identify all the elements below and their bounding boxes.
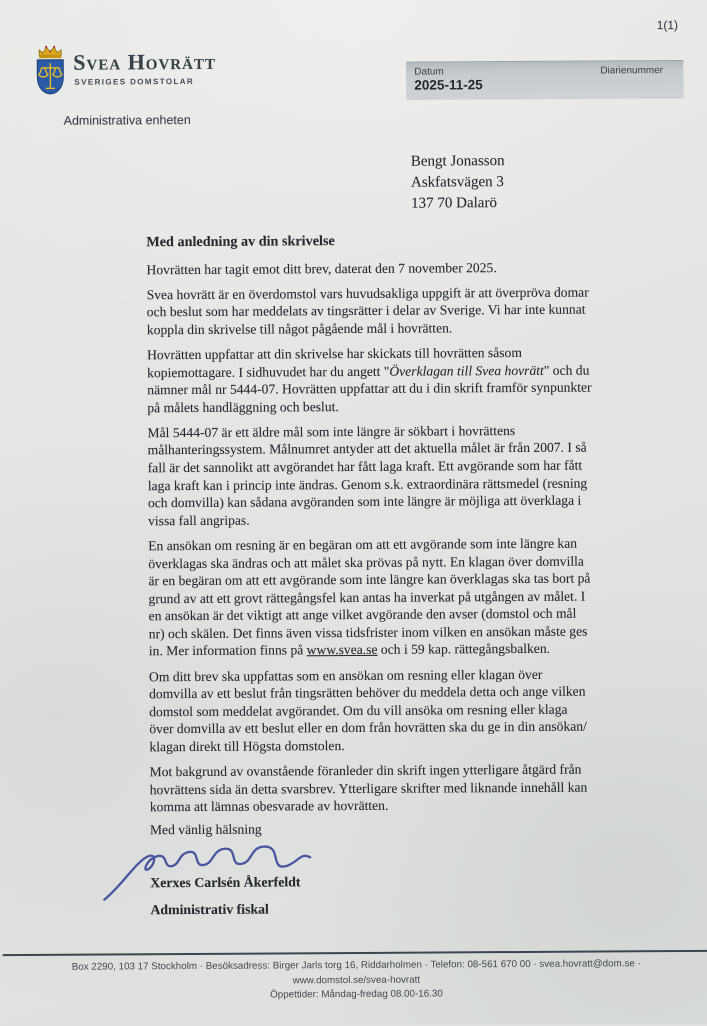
closing-phrase: Med vänlig hälsning <box>150 822 262 839</box>
department-name: Administrativa enheten <box>64 113 191 128</box>
diary-number-label: Diarienummer <box>600 65 663 76</box>
date-label: Datum <box>414 66 444 77</box>
footer-divider <box>3 950 707 956</box>
letter-paragraph: Mot bakgrund av ovanstående föranleder din skrift ingen ytterligare åtgärd från hovrättens sida än detta svarsbrev. Ytterligare skrifter med liknande innehåll kan komma att lämnas obesvarade av hovrätten. <box>150 761 595 816</box>
court-name: Svea Hovrätt <box>73 49 216 76</box>
handwritten-signature <box>102 836 314 901</box>
recipient-address-block <box>411 151 505 215</box>
footer-website-line: www.domstol.se/svea-hovratt <box>3 971 707 990</box>
footer-contact-block <box>3 957 707 1005</box>
letter-paragraph: En ansökan om resning är en begäran om att ett avgörande som inte längre kan överklagas ska ändras och att målet ska prövas på nytt. En klagan över domvilla är en begäran om att ett avgörande som inte längre kan överklagas ska tas bort på grund av att ett grovt rättegångsfel kan antas ha inverkat på utgången av målet. I en ansökan är det viktigt att ange vilket avgörande den avser (domstol och mål nr) och skälen. Det finns även vissa tidsfrister inom vilken en ansökan måste ges in. Mer information finns på www.svea.se och i 59 kap. rättegångsbalken. <box>148 534 594 660</box>
letter-paragraph: Svea hovrätt är en överdomstol vars huvudsakliga uppgift är att överpröva domar och beslut som har meddelats av tingsrätter i delar av Sverige. Vi har inte kunnat koppla din skrivelse till något pågående mål i hovrätten. <box>147 283 592 338</box>
court-coat-of-arms-icon <box>35 44 65 96</box>
letter-subject: Med anledning av din skrivelse <box>146 232 591 252</box>
letter-body <box>146 232 595 824</box>
recipient-street: Askfatsvägen 3 <box>411 172 505 194</box>
date-value: 2025-11-25 <box>414 77 482 92</box>
signature-path <box>104 846 310 899</box>
footer-address-line: Box 2290, 103 17 Stockholm · Besöksadress: Birger Jarls torg 16, Riddarholmen · Telefon: 08-561 670 00 · svea.hovratt@dom.se · <box>3 957 707 976</box>
footer-hours-line: Öppettider: Måndag-fredag 08.00-16.30 <box>3 986 707 1005</box>
recipient-name: Bengt Jonasson <box>411 151 505 173</box>
date-diary-box <box>406 60 683 99</box>
letter-paragraph: Om ditt brev ska uppfattas som en ansökan om resning eller klagan över domvilla av ett beslut från tingsrätten behöver du meddela detta och ange vilken domstol som meddelat avgörandet. Om du vill ansöka om resning eller klaga över domvilla av ett beslut eller en dom från hovrätten ska du ge in din ansökan/ klagan direkt till Högsta domstolen. <box>149 665 595 756</box>
signer-title: Administrativ fiskal <box>150 902 269 919</box>
letter-paragraph: Mål 5444-07 är ett äldre mål som inte längre är sökbart i hovrättens målhanteringssystem. Målnumret antyder att det aktuella målet är från 2007. I så fall är det sannolikt att avgörandet har fått laga kraft. Ett avgörande som har fått laga kraft kan i princip inte ändras. Genom s.k. extraordinära rättsmedel (resning och domvilla) kan sådana avgöranden som inte längre är möjliga att överklaga i vissa fall angripas. <box>147 421 593 529</box>
signer-name: Xerxes Carlsén Åkerfeldt <box>150 874 300 891</box>
letter-paragraph: Hovrätten uppfattar att din skrivelse har skickats till hovrätten såsom kopiemottagare. I sidhuvudet har du angett "Överklagan till Svea hovrätt" och du nämner mål nr 5444-07. Hovrätten uppfattar att du i din skrift framför synpunkter på målets handläggning och beslut. <box>147 344 592 417</box>
org-subtitle: SVERIGES DOMSTOLAR <box>74 77 194 87</box>
letter-paragraph: Hovrätten har tagit emot ditt brev, daterat den 7 november 2025. <box>146 258 591 278</box>
recipient-city: 137 70 Dalarö <box>411 193 505 215</box>
page-number: 1(1) <box>657 18 678 32</box>
